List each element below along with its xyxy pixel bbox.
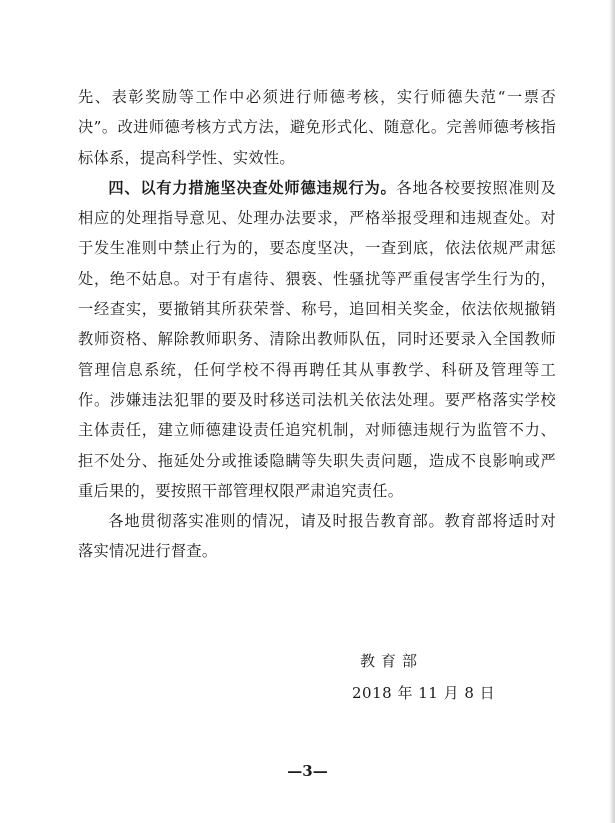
- issue-date: 2018 年 11 月 8 日: [352, 684, 496, 702]
- paragraph-teacher-ethics-assessment: 先、表彰奖励等工作中必须进行师德考核，实行师德失范“一票否决”。改进师德考核方式方法，避免形式化、随意化。完善师德考核指标体系，提高科学性、实效性。: [78, 88, 556, 167]
- page-number: —3—: [287, 762, 328, 780]
- paragraph-report-request: 各地贯彻落实准则的情况，请及时报告教育部。教育部将适时对落实情况进行督查。: [78, 512, 556, 561]
- page-edge-shadow: [609, 0, 615, 823]
- document-body: [78, 82, 556, 567]
- section-heading-four: 四、以有力措施坚决查处师德违规行为。: [108, 178, 397, 197]
- section-four-body: 各地各校要按照准则及相应的处理指导意见、处理办法要求，严格举报受理和违规查处。对于发生准则中禁止行为的，要态度坚决，一查到底，依法依规严肃惩处，绝不姑息。对于有虐待、猥亵、性骚扰等严重侵害学生行为的，一经查实，要撤销其所获荣誉、称号，追回相关奖金，依法依规撤销教师资格、解除教师职务、清除出教师队伍，同时还要录入全国教师管理信息系统，任何学校不得再聘任其从事教学、科研及管理等工作。涉嫌违法犯罪的要及时移送司法机关依法处理。要严格落实学校主体责任，建立师德建设责任追究机制，对师德违规行为监管不力、拒不处分、拖延处分或推诿隐瞒等失职失责问题，造成不良影响或严重后果的，要按照干部管理权限严肃追究责任。: [78, 178, 556, 500]
- issuer-signature: 教育部: [360, 652, 424, 670]
- paragraph-violation-handling: [78, 173, 556, 506]
